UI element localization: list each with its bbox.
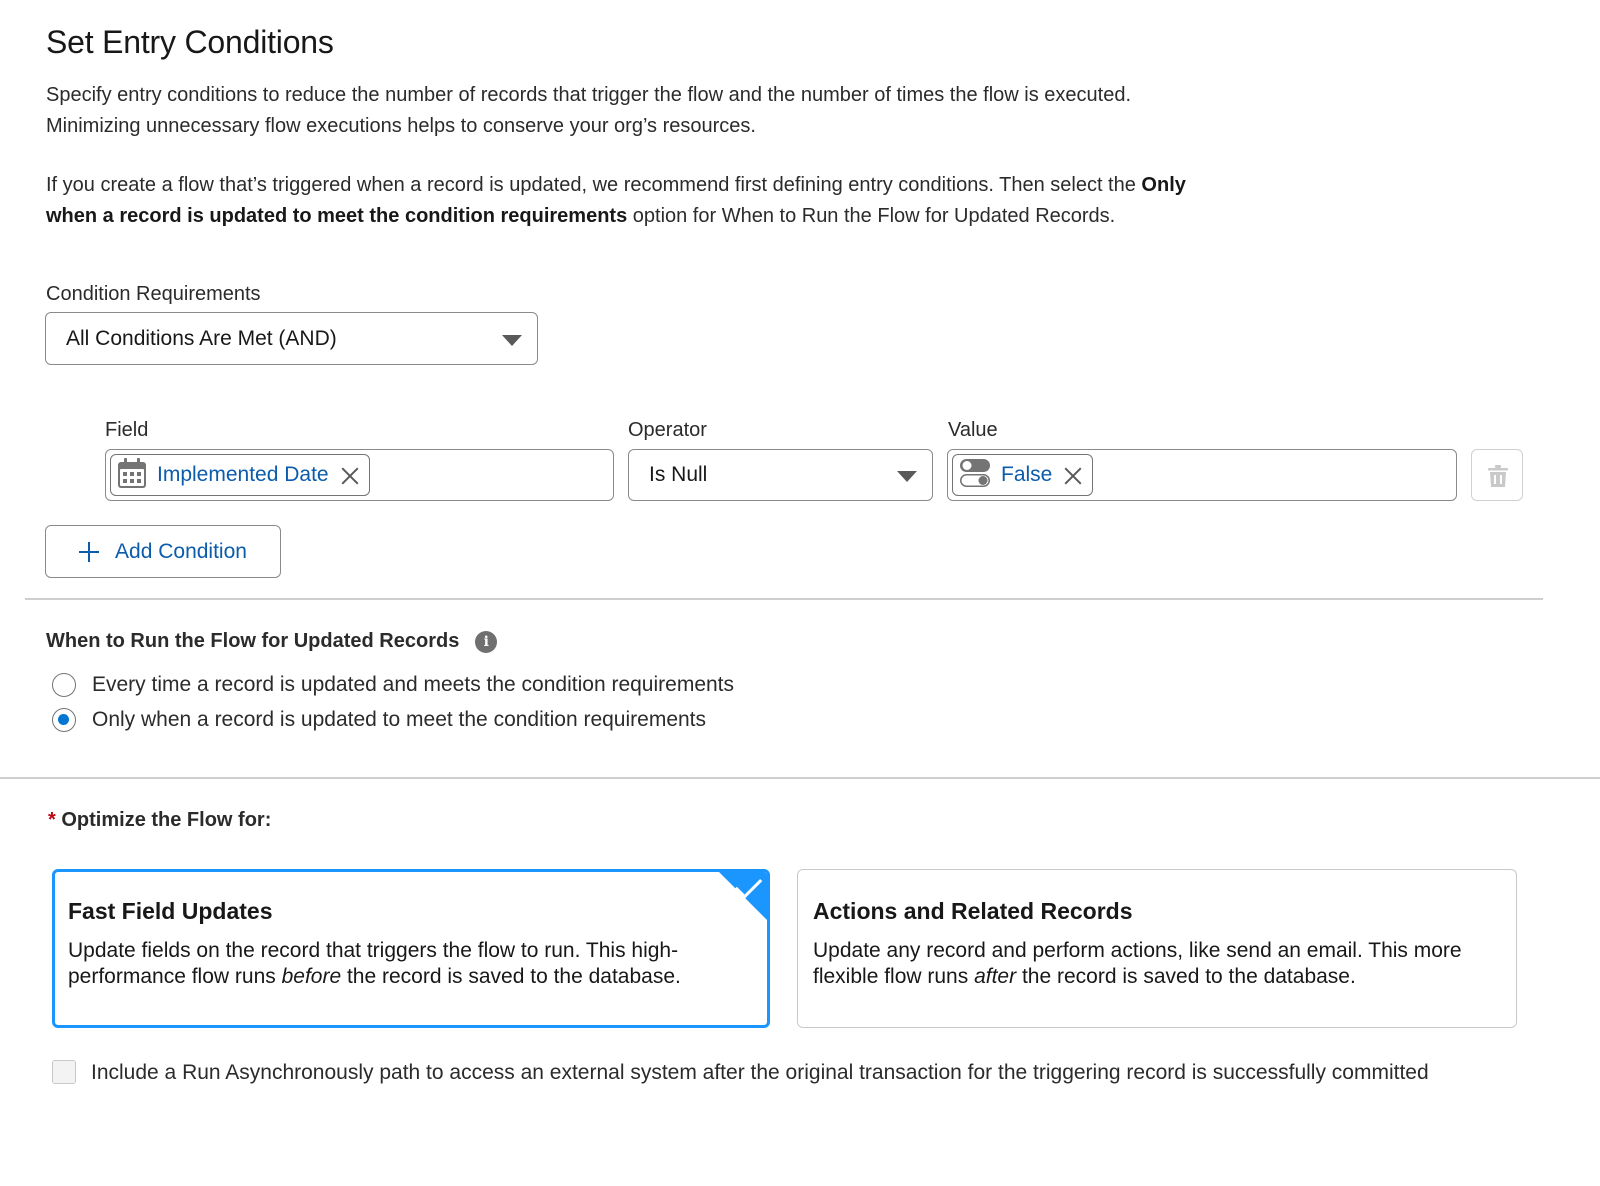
value-input[interactable]: [947, 449, 1457, 501]
condition-requirements-select[interactable]: [45, 312, 538, 365]
close-icon[interactable]: [1064, 466, 1082, 484]
condition-requirements-label: Condition Requirements: [46, 283, 261, 305]
card-desc-suffix: the record is saved to the database.: [341, 965, 681, 988]
operator-select[interactable]: [628, 449, 933, 501]
optimize-card-fast-field-updates[interactable]: [52, 869, 770, 1028]
required-marker: *: [48, 809, 56, 831]
run-option-only-when[interactable]: [52, 708, 706, 732]
run-section-header: [46, 630, 497, 653]
card-desc-prefix: Update fields on the record that triggers the flow to run. This high-performance flow runs: [68, 939, 679, 988]
card-desc-emphasis: before: [281, 965, 342, 988]
value-label: Value: [948, 419, 998, 441]
value-pill[interactable]: [952, 454, 1093, 496]
card-title: Actions and Related Records: [813, 898, 1133, 924]
radio-every-time[interactable]: [52, 673, 76, 697]
radio-only-when-label: Only when a record is updated to meet the condition requirements: [92, 708, 707, 731]
optimize-label: Optimize the Flow for:: [61, 809, 272, 831]
recommendation-text: [46, 170, 1186, 232]
card-title: Fast Field Updates: [68, 898, 273, 924]
async-path-label: Include a Run Asynchronously path to access an external system after the original transaction for the triggering record is successfully committed: [91, 1061, 1429, 1084]
page-title: Set Entry Conditions: [46, 24, 334, 60]
recommendation-prefix: If you create a flow that’s triggered when a record is updated, we recommend first defining entry conditions. Then select the: [46, 174, 1142, 196]
card-description: [813, 938, 1473, 990]
chevron-down-icon: [897, 471, 917, 482]
add-icon: [79, 542, 99, 562]
radio-only-when[interactable]: [52, 708, 76, 732]
toggle-icon: [959, 457, 991, 494]
optimize-label-row: [48, 809, 271, 832]
delete-condition-button[interactable]: [1471, 449, 1523, 501]
field-pill[interactable]: [110, 454, 370, 496]
value-pill-label: False: [1001, 463, 1053, 486]
radio-every-time-label: Every time a record is updated and meets the condition requirements: [92, 673, 735, 696]
info-icon[interactable]: i: [475, 631, 497, 653]
field-input[interactable]: [105, 449, 614, 501]
card-desc-suffix: the record is saved to the database.: [1016, 965, 1356, 988]
optimize-card-actions-related-records[interactable]: [797, 869, 1517, 1028]
close-icon[interactable]: [341, 466, 359, 484]
card-desc-prefix: Update any record and perform actions, like send an email. This more flexible flow runs: [813, 939, 1462, 988]
trash-icon: [1487, 464, 1509, 493]
add-condition-button[interactable]: [45, 525, 281, 578]
card-desc-emphasis: after: [974, 965, 1017, 988]
chevron-down-icon: [502, 335, 522, 346]
section-divider: [25, 598, 1543, 600]
intro-text: Specify entry conditions to reduce the number of records that trigger the flow and the number of times the flow is executed. Minimizing unnecessary flow executions helps to conserve your org’s resources.: [46, 84, 1132, 137]
section-divider: [0, 777, 1600, 779]
recommendation-suffix: option for When to Run the Flow for Updated Records.: [627, 205, 1116, 227]
run-section-label: When to Run the Flow for Updated Records: [46, 630, 460, 652]
operator-value: Is Null: [649, 463, 708, 486]
field-label: Field: [105, 419, 149, 441]
field-pill-label: Implemented Date: [157, 463, 329, 486]
run-option-every-time[interactable]: [52, 673, 734, 697]
recommendation-bold: Only when a record is updated to meet the condition requirements: [46, 174, 1186, 227]
card-description: [68, 938, 728, 990]
condition-requirements-value: All Conditions Are Met (AND): [66, 326, 337, 350]
operator-label: Operator: [628, 419, 707, 441]
add-condition-label: Add Condition: [115, 539, 247, 563]
calendar-icon: [117, 457, 147, 494]
